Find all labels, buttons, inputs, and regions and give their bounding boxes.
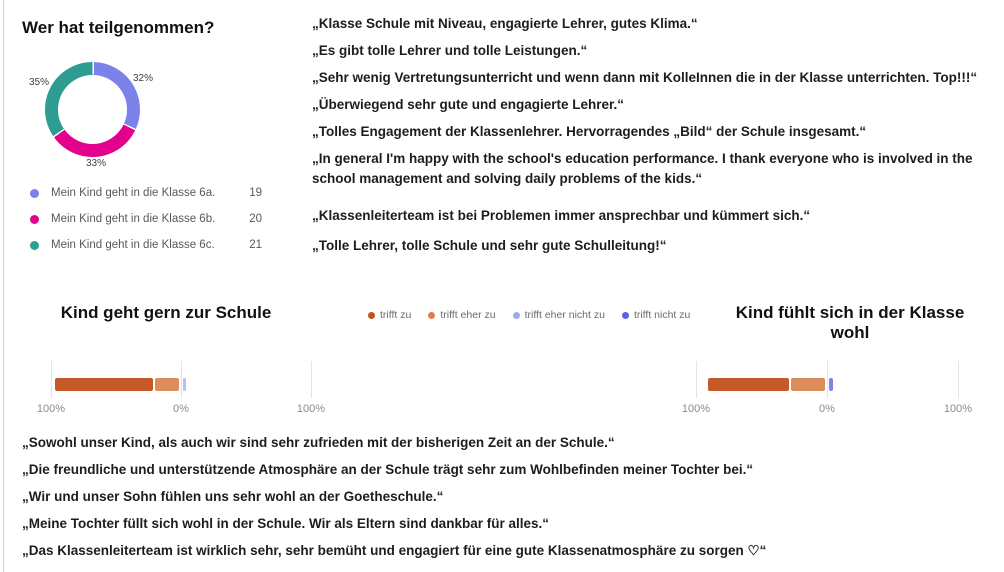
axis-tick-label: 0% [173, 403, 189, 415]
donut-pct-label-6a: 32% [133, 73, 154, 84]
likert-plot [51, 361, 311, 398]
top-quotes-list [312, 14, 988, 263]
legend-count: 21 [249, 239, 262, 251]
legend-label: Mein Kind geht in die Klasse 6c. [51, 239, 215, 251]
chart-title-class: Kind fühlt sich in der Klasse wohl [735, 303, 965, 342]
legend-dot [30, 189, 39, 198]
quote: „Es gibt tolle Lehrer und tolle Leistungen.“ [312, 43, 588, 58]
agree-bar-stack [696, 378, 827, 391]
bar-segment-trifft-eher-nicht-zu [829, 378, 833, 391]
legend-row [30, 206, 262, 232]
legend-dot [30, 215, 39, 224]
likert-legend-item [428, 309, 495, 321]
axis-tick-label: 100% [36, 403, 66, 415]
bar-segment-trifft-eher-zu [791, 378, 825, 391]
bottom-quotes-list [22, 433, 982, 568]
axis-tick-label: 100% [681, 403, 711, 415]
legend-label: trifft zu [380, 309, 412, 321]
legend-count: 19 [249, 187, 262, 199]
likert-scale-legend [368, 309, 690, 321]
axis-tick-label: 0% [819, 403, 835, 415]
axis-tick-label: 100% [296, 403, 326, 415]
quote: „Das Klassenleiterteam ist wirklich sehr, sehr bemüht und engagiert für eine gute Klassenatmosphäre zu sorgen ♡“ [22, 543, 767, 558]
quote: „Überwiegend sehr gute und engagierte Lehrer.“ [312, 97, 625, 112]
chart-title-school: Kind geht gern zur Schule [60, 303, 272, 322]
page-edge-line [3, 0, 4, 572]
quote: „Wir und unser Sohn fühlen uns sehr wohl an der Goetheschule.“ [22, 489, 444, 504]
quote: „Sehr wenig Vertretungsunterricht und wenn dann mit KolleInnen die in der Klasse unterrichten. Top!!!“ [312, 70, 978, 85]
quote: „Klasse Schule mit Niveau, engagierte Lehrer, gutes Klima.“ [312, 16, 698, 31]
bar-segment-trifft-eher-zu [155, 378, 179, 391]
bar-segment-trifft-eher-nicht-zu [183, 378, 186, 391]
quote: „Tolles Engagement der Klassenlehrer. Hervorragendes „Bild“ der Schule insgesamt.“ [312, 124, 867, 139]
gridline [311, 361, 312, 398]
likert-chart-class [681, 361, 973, 415]
legend-label: trifft eher nicht zu [524, 309, 605, 321]
donut-pct-label-6b: 33% [86, 158, 107, 169]
likert-legend-item [622, 309, 690, 321]
legend-row [30, 180, 262, 206]
quote: „Sowohl unser Kind, als auch wir sind sehr zufrieden mit der bisherigen Zeit an der Schule.“ [22, 435, 615, 450]
legend-label: Mein Kind geht in die Klasse 6a. [51, 187, 216, 199]
agree-bar-stack [51, 378, 181, 391]
likert-chart-school [36, 361, 326, 415]
bar-segment-trifft-zu [55, 378, 152, 391]
quote: „Klassenleiterteam ist bei Problemen immer ansprechbar und kümmert sich.“ [312, 208, 811, 223]
legend-label: trifft nicht zu [633, 309, 691, 321]
legend-dot [428, 312, 435, 319]
likert-legend-item [368, 309, 411, 321]
disagree-bar-stack [827, 378, 958, 391]
participation-legend [30, 180, 262, 258]
legend-count: 20 [249, 213, 262, 225]
quote: „Tolle Lehrer, tolle Schule und sehr gute Schulleitung!“ [312, 238, 667, 253]
disagree-bar-stack [181, 378, 311, 391]
legend-dot [622, 312, 629, 319]
legend-row [30, 232, 262, 258]
legend-dot [513, 312, 520, 319]
likert-plot [696, 361, 958, 398]
participation-title: Wer hat teilgenommen? [22, 18, 215, 37]
likert-legend-item [513, 309, 605, 321]
participation-donut-chart [45, 62, 140, 157]
bar-segment-trifft-zu [708, 378, 789, 391]
quote: „Meine Tochter füllt sich wohl in der Schule. Wir als Eltern sind dankbar für alles.“ [22, 516, 549, 531]
legend-label: Mein Kind geht in die Klasse 6b. [51, 213, 216, 225]
quote: „In general I'm happy with the school's education performance. I thank everyone who is involved in the school management and solving daily problems of the kids.“ [312, 151, 973, 186]
axis-tick-label: 100% [943, 403, 973, 415]
donut-pct-label-6c: 35% [29, 77, 50, 88]
gridline [958, 361, 959, 398]
x-axis [681, 403, 973, 417]
legend-label: trifft eher zu [440, 309, 496, 321]
legend-dot [30, 241, 39, 250]
quote: „Die freundliche und unterstützende Atmosphäre an der Schule trägt sehr zum Wohlbefinden meiner Tochter bei.“ [22, 462, 754, 477]
x-axis [36, 403, 326, 417]
legend-dot [368, 312, 375, 319]
